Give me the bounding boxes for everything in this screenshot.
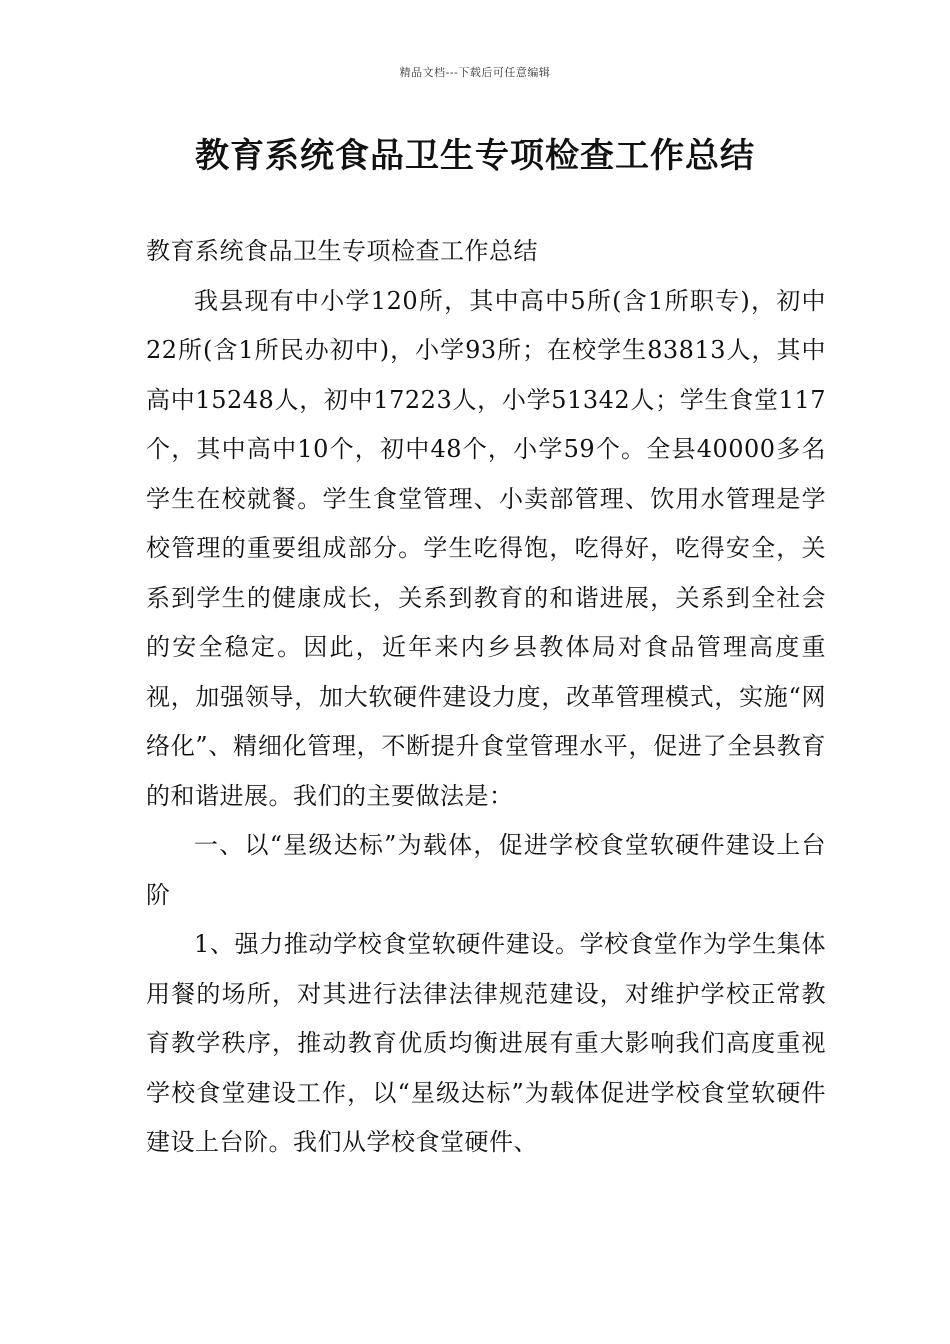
body-paragraph: 1、强力推动学校食堂软硬件建设。学校食堂作为学生集体用餐的场所，对其进行法律法律规范建设，对维护学校正常教育教学秩序，推动教育优质均衡进展有重大影响我们高度重视学校食堂建设工作，以“星级达标”为载体促进学校食堂软硬件建设上台阶。我们从学校食堂硬件、 — [146, 930, 826, 1156]
body-paragraph: 我县现有中小学120所，其中高中5所(含1所职专)，初中22所(含1所民办初中)，小学93所；在校学生83813人，其中高中15248人，初中17223人，小学51342人；学生食堂117个，其中高中10个，初中48个，小学59个。全县40000多名学生在校就餐。学生食堂管理、小卖部管理、饮用水管理是学校管理的重要组成部分。学生吃得饱，吃得好，吃得安全，关系到学生的健康成长，关系到教育的和谐进展，关系到全社会的安全稳定。因此，近年来内乡县教体局对食品管理高度重视，加强领导，加大软硬件建设力度，改革管理模式，实施“网络化”、精细化管理，不断提升食堂管理水平，促进了全县教育的和谐进展。我们的主要做法是： — [146, 286, 826, 810]
document-title: 教育系统食品卫生专项检查工作总结 — [195, 136, 755, 176]
document-body — [146, 227, 826, 1168]
subtitle-paragraph: 教育系统食品卫生专项检查工作总结 — [146, 237, 538, 265]
section-heading-paragraph: 一、以“星级达标”为载体，促进学校食堂软硬件建设上台阶 — [146, 831, 826, 909]
page-header-watermark: 精品文档---下载后可任意编辑 — [399, 66, 551, 79]
